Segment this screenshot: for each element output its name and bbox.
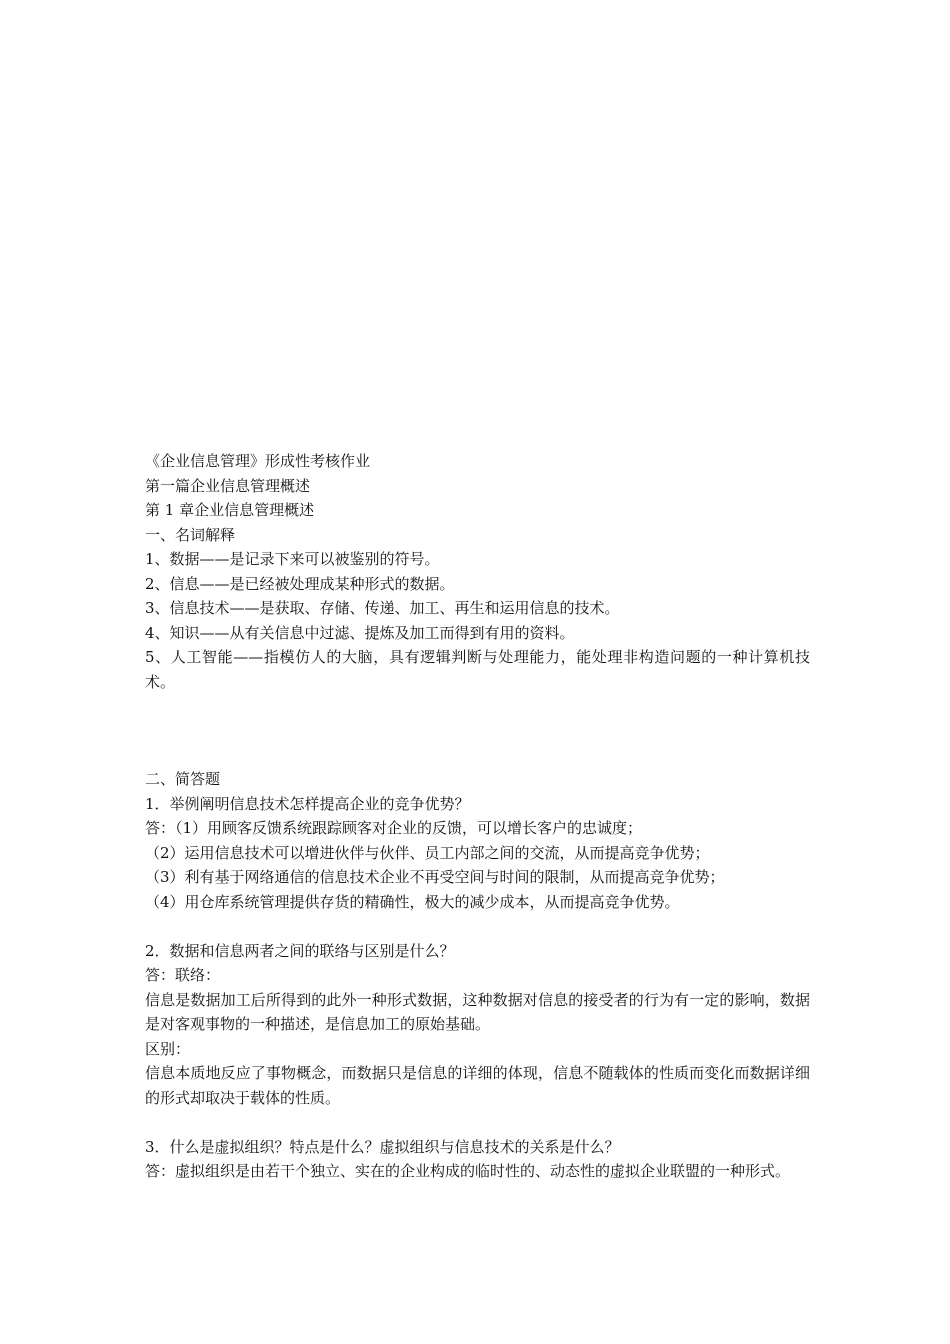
- answer-line: 答：（1）用顾客反馈系统跟踪顾客对企业的反馈，可以增长客户的忠诚度；: [145, 819, 643, 837]
- answer-paragraph: 答：虚拟组织是由若干个独立、实在的企业构成的临时性的、动态性的虚拟企业联盟的一种形式。: [145, 1162, 791, 1180]
- glossary-item: 5、人工智能——指模仿人的大脑，具有逻辑判断与处理能力，能处理非构造问题的一种计算机技术。: [145, 648, 810, 691]
- answer-paragraph: 信息是数据加工后所得到的此外一种形式数据，这种数据对信息的接受者的行为有一定的影响，数据是对客观事物的一种描述，是信息加工的原始基础。: [145, 990, 810, 1033]
- question-3: 3．什么是虚拟组织？特点是什么？虚拟组织与信息技术的关系是什么？: [145, 1137, 620, 1156]
- glossary-item: 1、数据——是记录下来可以被鉴别的符号。: [145, 550, 440, 568]
- chapter-heading: 第 1 章企业信息管理概述: [145, 501, 315, 519]
- answer-line: （3）利有基于网络通信的信息技术企业不再受空间与时间的限制，从而提高竞争优势；: [145, 868, 725, 886]
- answer-intro: 答：联络：: [145, 966, 221, 984]
- glossary-item: 3、信息技术——是获取、存储、传递、加工、再生和运用信息的技术。: [145, 599, 620, 617]
- section-heading-short-answer: 二、简答题: [145, 770, 221, 788]
- answer-line: （4）用仓库系统管理提供存货的精确性，极大的减少成本，从而提高竞争优势。: [145, 892, 680, 911]
- spacer: [145, 914, 810, 939]
- section-heading-glossary: 一、名词解释: [145, 525, 236, 544]
- difference-label: 区别：: [145, 1039, 191, 1058]
- document-title: 《企业信息管理》形成性考核作业: [145, 452, 371, 470]
- spacer: [145, 1110, 810, 1135]
- spacer: [145, 694, 810, 767]
- answer-paragraph: 信息本质地反应了事物概念，而数据只是信息的详细的体现，信息不随载体的性质而变化而数据详细的形式却取决于载体的性质。: [145, 1064, 810, 1107]
- glossary-item: 4、知识——从有关信息中过滤、提炼及加工而得到有用的资料。: [145, 623, 575, 642]
- question-2: 2．数据和信息两者之间的联络与区别是什么？: [145, 941, 455, 960]
- answer-line: （2）运用信息技术可以增进伙伴与伙伴、员工内部之间的交流，从而提高竞争优势；: [145, 843, 710, 862]
- glossary-item: 2、信息——是已经被处理成某种形式的数据。: [145, 574, 455, 593]
- question-1: 1．举例阐明信息技术怎样提高企业的竞争优势？: [145, 794, 470, 813]
- part-heading: 第一篇企业信息管理概述: [145, 476, 311, 495]
- document-body: [145, 449, 810, 1184]
